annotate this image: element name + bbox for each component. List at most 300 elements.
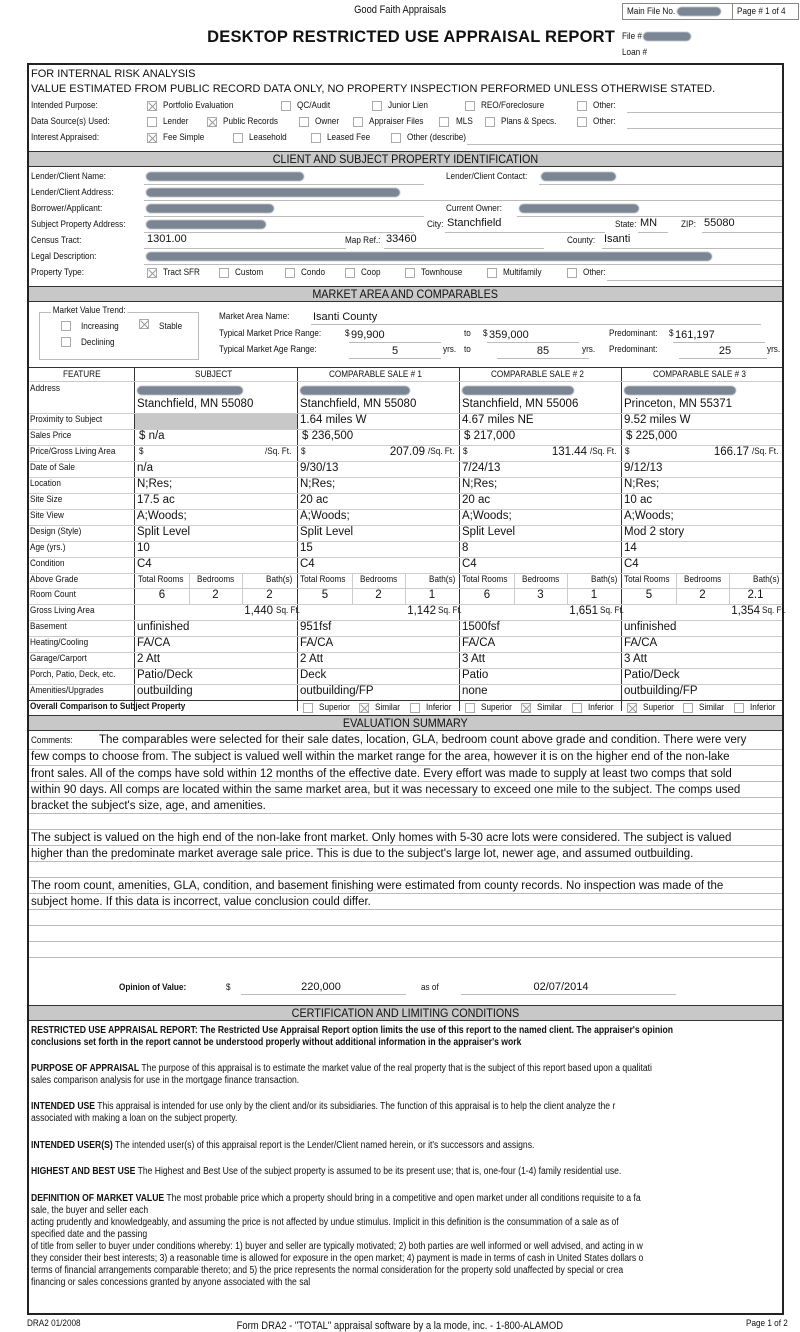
comp1-design: Split Level [300,526,354,538]
redacted-borrower [146,204,274,213]
subject-condition: C4 [137,558,152,570]
lender-name-label: Lender/Client Name: [31,171,106,182]
market-trend-label: Market Value Trend: [52,305,126,316]
city-field[interactable] [445,232,605,233]
area-name-label: Market Area Name: [219,311,290,322]
checkbox-qc-audit[interactable] [281,101,291,111]
comp2-location: N;Res; [462,478,498,490]
checkbox-coop[interactable] [345,268,355,278]
lender-name-field[interactable] [144,184,424,185]
subject-date: n/a [137,462,153,474]
cert-purpose: PURPOSE OF APPRAISAL The purpose of this appraisal is to estimate the market value of the real property that is the subject of this report based upon a qualitati sales comparison analysis for use in the mortgage finance transaction. [31,1063,652,1086]
dollar-sign: $ [301,446,306,457]
comp2-porch: Patio [462,669,489,681]
redacted-lender-contact [541,172,616,181]
legal-label: Legal Description: [31,251,97,262]
row-label-site: Site Size [30,494,63,505]
subject-design: Split Level [137,526,191,538]
option-label: Townhouse [421,267,463,278]
market-trend-box [39,312,199,360]
lender-contact-label: Lender/Client Contact: [446,171,528,182]
option-label: Junior Lien [388,100,428,111]
comp3-price-gla: 166.17 [713,446,749,458]
dollar-sign: $ [669,328,674,339]
cert-restricted-use: RESTRICTED USE APPRAISAL REPORT: The Restricted Use Appraisal Report option limits the use of this report to the named client. The appraiser's opinion conclusions set forth in the report cannot be understood properly without additional information in the appraiser's work [31,1025,674,1048]
comp3-location: N;Res; [624,478,660,490]
checkbox-stable[interactable] [139,319,149,329]
comp2-age: 8 [462,542,469,554]
age-high-value: 85 [536,345,550,357]
checkbox-multifamily[interactable] [487,268,497,278]
intro-line-2: VALUE ESTIMATED FROM PUBLIC RECORD DATA ONLY, NO PROPERTY INSPECTION PERFORMED UNLESS OTHERWISE STATED. [31,83,716,95]
section-market: MARKET AREA AND COMPARABLES [29,286,782,302]
comp1-view: A;Woods; [300,510,350,522]
opinion-value-field[interactable] [241,994,406,995]
option-label: Coop [361,267,381,278]
option-label: Tract SFR [163,267,200,278]
company-name: Good Faith Appraisals [353,4,446,16]
checkbox-source-other[interactable] [577,117,587,127]
comp2-city: Stanchfield, MN 55006 [462,398,579,410]
sqft-label: /Sq. Ft. [265,446,292,457]
state-field[interactable] [638,232,668,233]
comp3-site: 10 ac [624,494,653,506]
subject-sales-price: $ n/a [139,430,165,442]
comp1-city: Stanchfield, MN 55080 [300,398,417,410]
as-of-label: as of [421,982,439,993]
cert-intended-users: INTENDED USER(S) The intended user(s) of this appraisal report is the Lender/Client named herein, or it's successors and assigns. [31,1140,535,1151]
checkbox-plans-specs[interactable] [485,117,495,127]
subject-basement: unfinished [137,621,190,633]
dollar-sign: $ [483,328,488,339]
subject-heating: FA/CA [137,637,171,649]
mapref-value: 33460 [386,233,417,245]
section-evaluation: EVALUATION SUMMARY [29,715,782,731]
mapref-field[interactable] [384,248,544,249]
comp1-condition: C4 [300,558,315,570]
redacted-main-file-no [677,7,721,16]
checkbox-mls[interactable] [439,117,449,127]
comp1-heating: FA/CA [300,637,334,649]
row-label-age: Age (yrs.) [30,542,66,553]
dollar-sign: $ [139,446,144,457]
opinion-value: 220,000 [301,981,341,993]
option-label: Similar [699,702,724,713]
baths-header: Bath(s) [266,574,293,585]
comp1-beds: 2 [375,589,382,601]
baths-header: Bath(s) [429,574,456,585]
comp1-similar-checkbox[interactable] [359,703,369,713]
comp2-design: Split Level [462,526,516,538]
option-label: Superior [643,702,674,713]
comp3-proximity: 9.52 miles W [624,414,691,426]
comment-line: subject home. If this data is incorrect, value conclusion could differ. [31,896,371,908]
total-rooms-header: Total Rooms [138,574,184,585]
gla-unit: Sq. Ft. [438,605,463,616]
redacted-subject-street [137,386,243,395]
checkbox-leased-fee[interactable] [311,133,321,143]
yrs-label: yrs. [767,344,781,355]
price-predominant-value: 161,197 [675,329,715,341]
option-label: Lender [163,116,189,127]
comp3-inferior-checkbox[interactable] [734,703,744,713]
bedrooms-header: Bedrooms [522,574,560,585]
checkbox-increasing[interactable] [61,321,71,331]
software-credit: Form DRA2 - "TOTAL" appraisal software by a la mode, inc. - 1-800-ALAMOD [236,1320,564,1332]
comment-line: few comps to choose from. The subject is valued well within the market range for the area, however it is on the higher end of the non-lake [31,751,730,763]
option-label: Other (describe) [407,132,467,143]
subject-baths: 2 [266,589,273,601]
comp1-inferior-checkbox[interactable] [410,703,420,713]
option-label: Leasehold [249,132,287,143]
option-label: Plans & Specs. [501,116,557,127]
loan-number: Loan # [622,47,647,58]
file-number: File # [622,31,691,42]
option-label: REO/Foreclosure [481,100,545,111]
as-of-date-field[interactable] [461,994,676,995]
option-label: Similar [375,702,400,713]
comp2-garage: 3 Att [462,653,486,665]
row-label-heating: Heating/Cooling [30,637,89,648]
checkbox-reo-foreclosure[interactable] [465,101,475,111]
checkbox-interest-other[interactable] [391,133,401,143]
data-sources-label: Data Source(s) Used: [31,116,110,127]
option-label: QC/Audit [297,100,331,111]
option-label: MLS [456,116,473,127]
comp2-sales-price: $ 217,000 [464,430,516,442]
option-label: Appraiser Files [369,116,424,127]
option-label: Other: [593,116,616,127]
census-field[interactable] [144,248,346,249]
comp3-porch: Patio/Deck [624,669,680,681]
option-label: Increasing [81,321,119,332]
checkbox-tract-sfr[interactable] [147,268,157,278]
comp1-price-gla: 207.09 [389,446,425,458]
option-label: Owner [315,116,340,127]
comp3-heating: FA/CA [624,637,658,649]
comp3-date: 9/12/13 [624,462,663,474]
comment-line: front sales. All of the comps have sold within 12 months of the effective date. Every effort was made to supply at least two comps that sold [31,768,732,780]
comp2-basement: 1500fsf [462,621,500,633]
option-label: Superior [319,702,350,713]
age-predominant-value: 25 [718,345,732,357]
comp2-rooms: 6 [483,589,491,601]
comp2-beds: 3 [537,589,544,601]
comp3-rooms: 5 [645,589,653,601]
checkbox-public-records[interactable] [207,117,217,127]
comp1-basement: 951fsf [300,621,332,633]
redacted-comp2-street [462,386,574,395]
header-comp-2: COMPARABLE SALE # 2 [491,369,584,380]
redacted-lender-name [146,172,304,181]
comp1-superior-checkbox[interactable] [303,703,313,713]
dollar-sign: $ [226,982,231,993]
price-high-field[interactable] [487,342,579,343]
comp2-gla: 1,651 [569,605,598,617]
sqft-label: /Sq. Ft. [428,446,455,457]
comp1-baths: 1 [428,589,436,601]
dollar-sign: $ [345,328,350,339]
subject-proximity-na [135,414,297,429]
form-code: DRA2 01/2008 [27,1318,81,1329]
comp2-date: 7/24/13 [462,462,501,474]
intended-purpose-label: Intended Purpose: [31,100,98,111]
lender-address-label: Lender/Client Address: [31,187,114,198]
yrs-label: yrs. [582,344,596,355]
comp3-beds: 2 [699,589,706,601]
report-title: DESKTOP RESTRICTED USE APPRAISAL REPORT [207,28,615,46]
legal-field[interactable] [144,264,782,265]
row-label-room-count: Room Count [30,589,76,600]
checkbox-junior-lien[interactable] [372,101,382,111]
borrower-field[interactable] [144,216,424,217]
bedrooms-header: Bedrooms [684,574,722,585]
county-value: Isanti [604,233,631,245]
price-low-value: 99,900 [351,329,385,341]
mapref-label: Map Ref.: [345,235,381,246]
state-value: MN [640,217,658,229]
gla-unit: Sq. Ft. [762,605,787,616]
row-label-overall: Overall Comparison to Subject Property [30,701,186,712]
city-value: Stanchfield [447,217,502,229]
option-label: Inferior [750,702,776,713]
opinion-label: Opinion of Value: [119,982,187,993]
comp3-city: Princeton, MN 55371 [624,398,733,410]
comment-line: higher than the predominate market average sale price. This is due to the subject's large lot, newer age, and assumed outbuilding. [31,848,694,860]
row-label-gla: Gross Living Area [30,605,95,616]
comp3-garage: 3 Att [624,653,648,665]
comp1-date: 9/30/13 [300,462,339,474]
option-label: Other: [593,100,616,111]
header-comp-1: COMPARABLE SALE # 1 [329,369,422,380]
total-rooms-header: Total Rooms [462,574,508,585]
comp3-view: A;Woods; [624,510,674,522]
option-label: Public Records [223,116,278,127]
row-label-garage: Garage/Carport [30,653,87,664]
subject-rooms: 6 [158,589,166,601]
comment-line: The comparables were selected for their sale dates, location, GLA, bedroom count above grade and condition. There were very [99,734,747,746]
comp2-site: 20 ac [462,494,491,506]
cert-market-value-definition: DEFINITION OF MARKET VALUE The most probable price which a property should bring in a competitive and open market under all conditions requisite to a fa sale, the buyer and seller each acting prudently and knowledgeably, and assuming the price is not affected by undue stimulus. Implicit in this definition is the consummation of a sale as of specified date and the passing of title from seller to buyer under conditions whereby: 1) buyer and seller are typically motivated; 2) both parties are well informed or well advised, and acting in w they consider their best interests; 3) a reasonable time is allowed for exposure in the open market; 4) payment is made in terms of cash in United States dollars o terms of financial arrangements comparable thereto; and 5) the price represents the normal consideration for the property sold unaffected by special or crea financing or sales concessions granted by anyone associated with the sal [31,1193,644,1288]
dollar-sign: $ [625,446,630,457]
lender-address-field[interactable] [144,200,782,201]
borrower-label: Borrower/Applicant: [31,203,103,214]
checkbox-owner[interactable] [299,117,309,127]
comp1-sales-price: $ 236,500 [302,430,354,442]
predominant-label: Predominant: [609,344,658,355]
gla-unit: Sq. Ft. [600,605,625,616]
option-label: Condo [301,267,326,278]
option-label: Declining [81,337,115,348]
age-low-field[interactable] [349,358,441,359]
county-label: County: [567,235,596,246]
row-label-above-grade: Above Grade [30,574,79,585]
redacted-lender-address [146,188,400,197]
area-name-value: Isanti County [313,311,378,323]
header-subject: SUBJECT [195,369,233,380]
comp3-sales-price: $ 225,000 [626,430,678,442]
subject-gla: 1,440 [244,605,273,617]
checkbox-townhouse[interactable] [405,268,415,278]
redacted-comp3-street [624,386,736,395]
interest-other-field[interactable] [467,144,782,145]
property-other-field[interactable] [607,280,782,281]
price-range-label: Typical Market Price Range: [219,328,322,339]
comments-label: Comments: [31,735,73,746]
zip-label: ZIP: [681,219,696,230]
option-label: Similar [537,702,562,713]
price-low-field[interactable] [349,342,441,343]
comp3-gla: 1,354 [731,605,760,617]
row-label-date: Date of Sale [30,462,75,473]
comp2-baths: 1 [590,589,598,601]
comment-line: bracket the subject's size, age, and amenities. [31,800,266,812]
census-value: 1301.00 [147,233,187,245]
total-rooms-header: Total Rooms [624,574,670,585]
checkbox-purpose-other[interactable] [577,101,587,111]
sqft-label: /Sq. Ft. [590,446,617,457]
yrs-label: yrs. [443,344,457,355]
footer-page-number: Page 1 of 2 [746,1318,788,1329]
comp2-similar-checkbox[interactable] [521,703,531,713]
row-label-view: Site View [30,510,64,521]
baths-header: Bath(s) [591,574,618,585]
age-low-value: 5 [391,345,399,357]
subject-porch: Patio/Deck [137,669,193,681]
comp1-garage: 2 Att [300,653,324,665]
total-rooms-header: Total Rooms [300,574,346,585]
page-number: Page # 1 of 4 [737,6,787,17]
option-label: Portfolio Evaluation [163,100,234,111]
as-of-date: 02/07/2014 [533,981,589,993]
checkbox-condo[interactable] [285,268,295,278]
report-frame [27,63,787,1315]
checkbox-custom[interactable] [219,268,229,278]
redacted-file-no [643,32,691,41]
section-certification: CERTIFICATION AND LIMITING CONDITIONS [29,1005,782,1021]
row-label-address: Address [30,383,60,394]
price-high-value: 359,000 [489,329,529,341]
zip-value: 55080 [704,217,735,229]
to-label: to [464,344,471,355]
property-type-label: Property Type: [31,267,84,278]
comp3-amenities: outbuilding/FP [624,685,698,697]
sqft-label: /Sq. Ft. [752,446,779,457]
comp1-rooms: 5 [321,589,329,601]
row-label-location: Location [30,478,61,489]
comp2-amenities: none [462,685,488,697]
comp3-condition: C4 [624,558,639,570]
price-predominant-field[interactable] [673,342,765,343]
gla-unit: Sq. Ft. [276,605,301,616]
comp3-design: Mod 2 story [624,526,685,538]
comp2-price-gla: 131.44 [551,446,587,458]
comment-line: within 90 days. All comps are located within the same market area, but it was necessary to exceed one mile to the subject. The comps used [31,784,741,796]
owner-label: Current Owner: [446,203,502,214]
comp3-similar-checkbox[interactable] [683,703,693,713]
comp1-gla: 1,142 [407,605,436,617]
checkbox-portfolio-evaluation[interactable] [147,101,157,111]
cert-highest-best-use: HIGHEST AND BEST USE The Highest and Best Use of the subject property is assumed to be its present use; that is, one-four (1-4) family residential use. [31,1166,622,1177]
subject-garage: 2 Att [137,653,161,665]
comp2-proximity: 4.67 miles NE [462,414,534,426]
lender-contact-field[interactable] [539,184,782,185]
subject-city: Stanchfield, MN 55080 [137,398,254,410]
comp3-baths: 2.1 [747,589,764,601]
source-other-field[interactable] [627,128,782,129]
option-label: Stable [159,321,183,332]
bedrooms-header: Bedrooms [197,574,235,585]
option-label: Custom [235,267,264,278]
comment-line: The room count, amenities, GLA, condition, and basement finishing were estimated from county records. No inspection was made of the [31,880,724,892]
interest-label: Interest Appraised: [31,132,100,143]
bedrooms-header: Bedrooms [360,574,398,585]
dollar-sign: $ [463,446,468,457]
checkbox-fee-simple[interactable] [147,133,157,143]
checkbox-property-other[interactable] [567,268,577,278]
redacted-owner [519,204,639,213]
checkbox-declining[interactable] [61,337,71,347]
checkbox-appraiser-files[interactable] [353,117,363,127]
comp3-age: 14 [624,542,637,554]
checkbox-leasehold[interactable] [233,133,243,143]
subject-beds: 2 [212,589,219,601]
row-label-design: Design (Style) [30,526,82,537]
checkbox-lender[interactable] [147,117,157,127]
age-range-label: Typical Market Age Range: [219,344,317,355]
age-predominant-field[interactable] [679,358,767,359]
comp2-superior-checkbox[interactable] [465,703,475,713]
comp1-proximity: 1.64 miles W [300,414,367,426]
redacted-subject-address [146,220,266,229]
city-label: City: [427,219,444,230]
census-label: Census Tract: [31,235,82,246]
file-page-box [622,3,799,20]
row-label-amenities: Amenities/Upgrades [30,685,104,696]
comp1-age: 15 [300,542,313,554]
comp3-superior-checkbox[interactable] [627,703,637,713]
comp2-condition: C4 [462,558,477,570]
cert-intended-use: INTENDED USE This appraisal is intended for use only by the client and/or its subsidiaries. The function of this appraisal is to help the client analyze the r associated with making a loan on the subject property. [31,1101,616,1124]
zip-field[interactable] [702,232,782,233]
comp1-amenities: outbuilding/FP [300,685,374,697]
comp1-porch: Deck [300,669,327,681]
row-label-price-gla: Price/Gross Living Area [30,446,116,457]
subject-amenities: outbuilding [137,685,193,697]
row-label-proximity: Proximity to Subject [30,414,103,425]
purpose-other-field[interactable] [627,112,782,113]
redacted-legal-description [146,252,712,261]
subject-site: 17.5 ac [137,494,175,506]
comp3-basement: unfinished [624,621,677,633]
option-label: Other: [583,267,606,278]
row-label-basement: Basement [30,621,67,632]
age-high-field[interactable] [497,358,589,359]
to-label: to [464,328,471,339]
intro-line-1: FOR INTERNAL RISK ANALYSIS [31,68,196,80]
comp1-site: 20 ac [300,494,329,506]
option-label: Multifamily [503,267,542,278]
area-name-field[interactable] [311,324,761,325]
header-feature: FEATURE [63,369,101,380]
county-field[interactable] [602,248,782,249]
row-label-sales-price: Sales Price [30,430,72,441]
predominant-label: Predominant: [609,328,658,339]
subject-view: A;Woods; [137,510,187,522]
subject-address-label: Subject Property Address: [31,219,126,230]
header-comp-3: COMPARABLE SALE # 3 [653,369,746,380]
comp2-inferior-checkbox[interactable] [572,703,582,713]
